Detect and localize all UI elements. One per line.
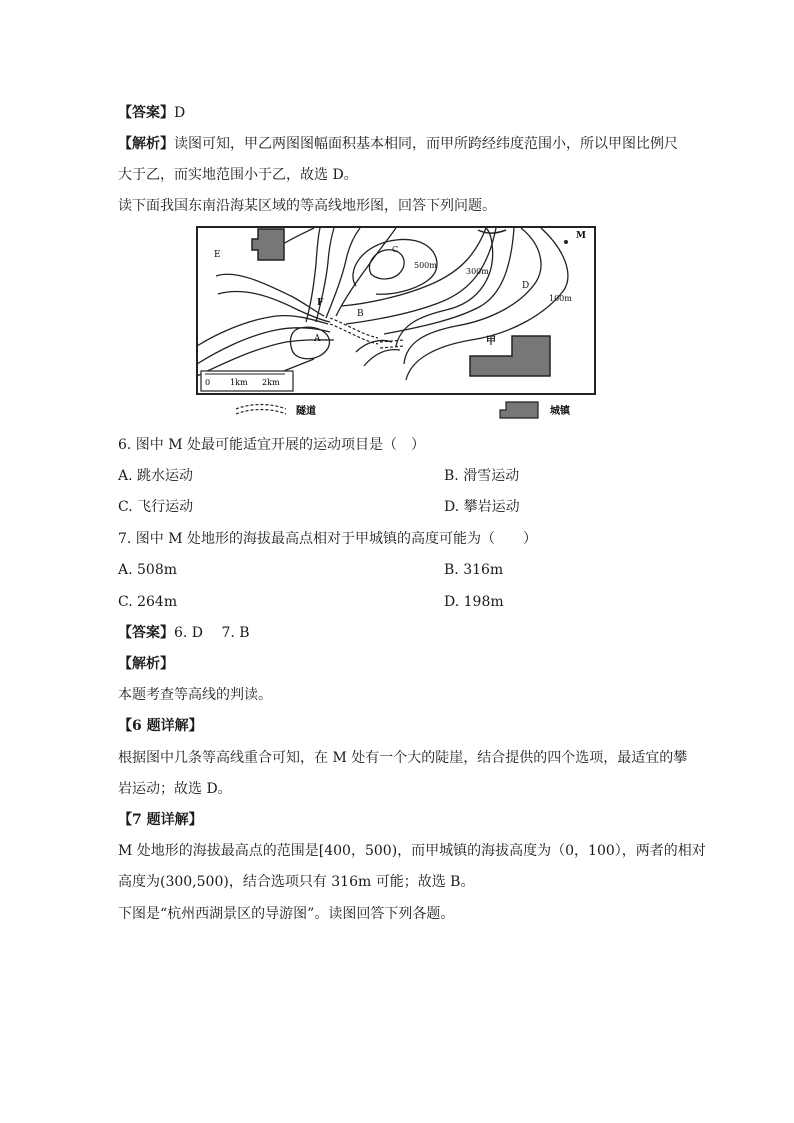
label-300m: 300m: [466, 267, 489, 276]
detail7-text-2: 高度为(300,500)，结合选项只有 316m 可能；故选 B。: [118, 874, 475, 890]
analysis-label-2: 【解析】: [118, 656, 174, 672]
analysis-text-2: 本题考查等高线的判读。: [118, 687, 272, 703]
q7-stem: 7. 图中 M 处地形的海拔最高点相对于甲城镇的高度可能为（ ）: [118, 531, 538, 547]
scale-0: 0: [205, 378, 211, 387]
answer-line-1: [118, 103, 185, 123]
q6-option-b: B. 滑雪运动: [444, 468, 520, 484]
answer-value-2: 6. D 7. B: [174, 625, 250, 641]
legend-tunnel-label: 隧道: [296, 406, 316, 417]
answer-value: D: [174, 105, 186, 121]
analysis-line-2: 大于乙，而实地范围小于乙，故选 D。: [118, 167, 358, 183]
detail6-text-2: 岩运动；故选 D。: [118, 781, 232, 797]
answer-label: 【答案】: [118, 105, 174, 121]
legend-town-label: 城镇: [550, 406, 570, 417]
legend-town-icon: [500, 402, 538, 418]
analysis-label: 【解析】: [118, 136, 174, 152]
label-A: A: [314, 334, 321, 344]
scale-1km: 1km: [230, 378, 248, 387]
answer-label-2: 【答案】: [118, 625, 174, 641]
label-D: D: [522, 281, 530, 291]
label-100m: 100m: [549, 294, 572, 303]
outro-text: 下图是“杭州西湖景区的导游图”。读图回答下列各题。: [118, 906, 455, 922]
q6-stem: 6. 图中 M 处最可能适宜开展的运动项目是（ ）: [118, 437, 426, 453]
detail6-label: 【6 题详解】: [118, 718, 203, 734]
contour-map: [196, 224, 598, 420]
label-B: B: [357, 309, 364, 319]
analysis-line-1: [118, 134, 678, 154]
q7-option-b: B. 316m: [444, 562, 504, 578]
intro-text: 读下面我国东南沿海某区域的等高线地形图，回答下列问题。: [118, 198, 496, 214]
q6-option-d: D. 攀岩运动: [444, 499, 520, 515]
detail6-text-1: 根据图中几条等高线重合可知，在 M 处有一个大的陡崖，结合提供的四个选项，最适宜的攀: [118, 750, 688, 766]
q7-option-a: A. 508m: [118, 562, 178, 578]
q7-option-d: D. 198m: [444, 594, 504, 610]
answer-line-2: [118, 623, 250, 643]
legend-tunnel-icon: [236, 405, 286, 415]
scale-2km: 2km: [262, 378, 280, 387]
label-E: E: [214, 250, 221, 260]
detail7-text-1: M 处地形的海拔最高点的范围是[400，500)，而甲城镇的海拔高度为（0，100），两者的相对: [118, 843, 706, 859]
cliff-dot: [564, 240, 568, 244]
q7-option-c: C. 264m: [118, 594, 178, 610]
label-jia: 甲: [486, 336, 496, 347]
label-F: F: [317, 298, 324, 308]
q6-option-a: A. 跳水运动: [118, 468, 194, 484]
analysis-text: 读图可知，甲乙两图图幅面积基本相同，而甲所跨经纬度范围小，所以甲图比例尺: [174, 136, 678, 152]
detail7-label: 【7 题详解】: [118, 812, 203, 828]
label-500m: 500m: [414, 261, 437, 270]
label-M: M: [576, 231, 586, 241]
label-C: C: [392, 245, 399, 254]
q6-option-c: C. 飞行运动: [118, 499, 194, 515]
